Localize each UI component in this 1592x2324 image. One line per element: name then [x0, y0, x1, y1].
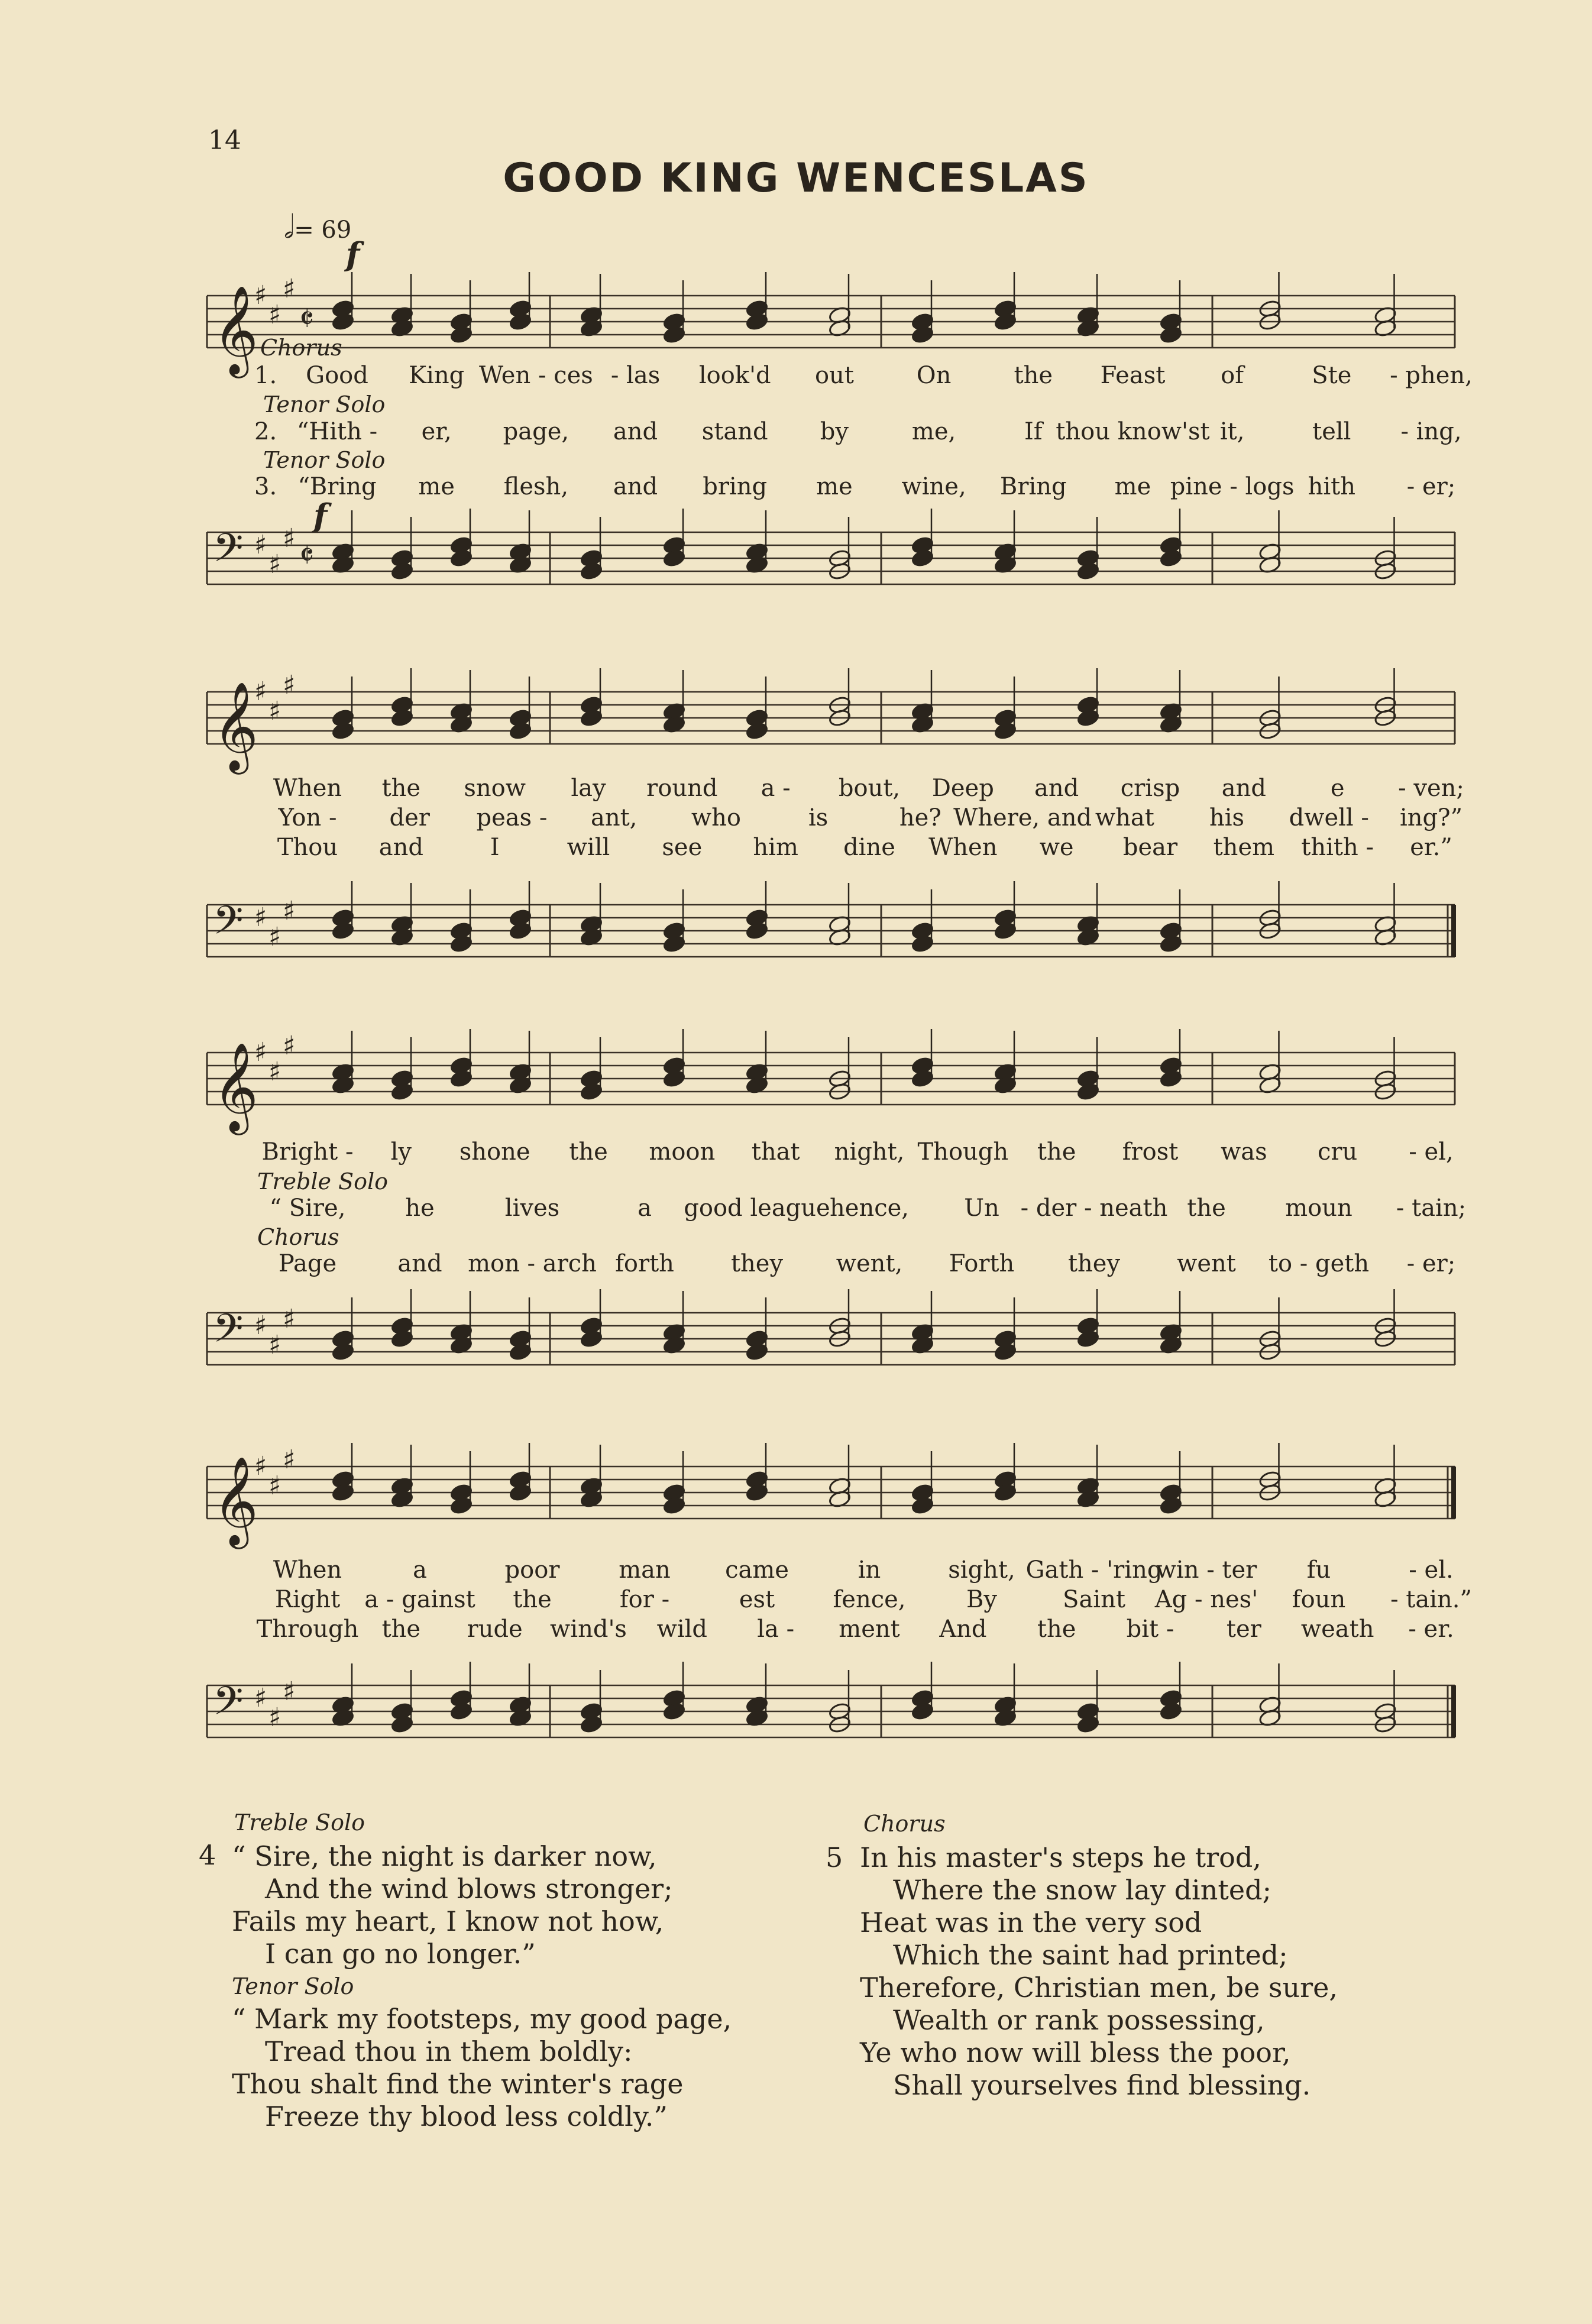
lyric-syllable: fu: [1306, 1556, 1331, 1584]
lyric-syllable: Bright -: [261, 1138, 354, 1166]
lyric-syllable: round: [646, 775, 718, 802]
lyric-syllable: peas -: [476, 804, 548, 831]
treble-staff: [195, 668, 1461, 775]
lyric-line: [195, 775, 1464, 804]
lyric-syllable: When: [273, 775, 342, 802]
lyric-syllable: good league: [684, 1195, 830, 1222]
lyric-syllable: If: [1024, 418, 1043, 445]
lyric-syllable: me: [1114, 473, 1151, 500]
lyric-syllable: they: [730, 1250, 784, 1277]
lyric-syllable: I: [490, 834, 500, 861]
verse-line: “ Mark my footsteps, my good page,: [232, 2003, 732, 2035]
verse-number: 3.: [254, 473, 277, 500]
lyric-syllable: - er.: [1408, 1616, 1454, 1643]
lyric-syllable: weath: [1300, 1616, 1374, 1643]
sharp-icon: ♯: [268, 1702, 281, 1733]
lyric-syllable: fence,: [833, 1586, 906, 1613]
verse-line: I can go no longer.”: [265, 1938, 536, 1970]
lyric-syllable: “Hith -: [296, 418, 378, 445]
sharp-icon: ♯: [254, 1451, 267, 1481]
lyric-syllable: sight,: [948, 1556, 1015, 1584]
sharp-icon: ♯: [283, 274, 296, 304]
role-label-chorus: Chorus: [257, 1224, 339, 1250]
lyric-syllable: and: [1221, 775, 1266, 802]
sharp-icon: ♯: [268, 300, 281, 330]
lyric-syllable: King: [409, 362, 465, 389]
role-label-tenor-solo: Tenor Solo: [263, 391, 386, 417]
lyric-syllable: frost: [1122, 1138, 1179, 1166]
lyric-syllable: er,: [421, 418, 452, 445]
verse-line: Heat was in the very sod: [860, 1907, 1202, 1938]
sharp-icon: ♯: [254, 280, 267, 310]
verse5-role-chorus: Chorus: [863, 1811, 946, 1837]
sharp-icon: ♯: [283, 896, 296, 926]
sharp-icon: ♯: [268, 696, 281, 726]
half-note-icon: 𝅗𝅥: [284, 208, 295, 245]
lyric-syllable: lay: [571, 775, 606, 802]
lyric-syllable: him: [753, 834, 798, 861]
lyric-syllable: Bring: [999, 473, 1067, 500]
lyric-syllable: Though: [917, 1138, 1009, 1166]
lyric-syllable: forth: [615, 1250, 674, 1277]
sharp-icon: ♯: [254, 1037, 267, 1067]
lyric-syllable: Wen - ces: [478, 362, 593, 389]
sharp-icon: ♯: [268, 1471, 281, 1501]
sharp-icon: ♯: [254, 1310, 267, 1341]
lyric-syllable: by: [820, 418, 849, 445]
role-label-treble-solo: Treble Solo: [257, 1169, 388, 1195]
lyric-syllable: win - ter: [1156, 1556, 1257, 1584]
lyric-syllable: - der - neath: [1020, 1195, 1168, 1222]
lyric-line: [195, 804, 1461, 834]
role-label-chorus: Chorus: [260, 335, 342, 361]
lyric-syllable: a -: [761, 775, 791, 802]
lyric-syllable: his: [1209, 804, 1245, 831]
lyric-syllable: ment: [839, 1616, 900, 1643]
lyric-syllable: Where, and: [953, 804, 1092, 831]
lyric-syllable: the: [381, 775, 421, 802]
lyric-syllable: mon - arch: [468, 1250, 597, 1277]
lyric-syllable: ter: [1226, 1616, 1261, 1643]
lyric-syllable: hith: [1308, 473, 1356, 500]
lyric-syllable: “ Sire,: [269, 1195, 346, 1222]
dynamic-forte-top: f: [346, 235, 360, 273]
sharp-icon: ♯: [283, 1031, 296, 1061]
lyric-syllable: night,: [834, 1138, 905, 1166]
lyric-syllable: Right: [274, 1586, 341, 1613]
lyric-syllable: - ven;: [1398, 775, 1464, 802]
bass-clef-icon: 𝄢: [213, 1306, 244, 1361]
lyric-line: [195, 834, 1461, 863]
music-system-4: [195, 1431, 1472, 1786]
lyric-syllable: was: [1221, 1138, 1267, 1166]
song-title: GOOD KING WENCESLAS: [503, 155, 1089, 202]
treble-clef-icon: 𝄞: [213, 1455, 258, 1545]
lyric-syllable: On: [916, 362, 952, 389]
barline-final: [1451, 905, 1456, 957]
treble-staff: [195, 1443, 1461, 1549]
lyric-syllable: Page: [278, 1250, 337, 1277]
bass-staff: [195, 881, 1461, 988]
lyric-syllable: dwell -: [1289, 804, 1369, 831]
sharp-icon: ♯: [283, 1304, 296, 1334]
lyric-syllable: wine,: [901, 473, 966, 500]
lyric-syllable: and: [397, 1250, 442, 1277]
lyric-syllable: of: [1221, 362, 1244, 389]
lyric-syllable: page,: [503, 418, 570, 445]
lyric-syllable: we: [1039, 834, 1074, 861]
lyric-syllable: me: [816, 473, 853, 500]
verse-line: And the wind blows stronger;: [265, 1873, 673, 1905]
lyric-syllable: and: [613, 418, 658, 445]
lyric-syllable: ing?”: [1399, 804, 1463, 831]
sharp-icon: ♯: [268, 1330, 281, 1360]
lyric-syllable: wind's: [550, 1616, 627, 1643]
lyric-syllable: a: [413, 1556, 427, 1584]
lyric-syllable: is: [808, 804, 829, 831]
role-label-tenor-solo: Tenor Solo: [263, 447, 386, 473]
lyric-syllable: Un: [964, 1195, 999, 1222]
verse-line: Thou shalt find the winter's rage: [232, 2068, 684, 2100]
lyric-syllable: And: [939, 1616, 987, 1643]
verse4-role-treble-solo: Treble Solo: [234, 1810, 365, 1836]
lyric-line: [195, 1616, 1461, 1645]
lyric-syllable: Good: [306, 362, 368, 389]
bass-clef-icon: 𝄢: [213, 898, 244, 953]
lyric-line: [195, 1250, 1461, 1280]
lyric-syllable: stand: [701, 418, 768, 445]
lyric-line: [195, 1195, 1467, 1224]
barline-final: [1451, 1685, 1456, 1737]
lyric-syllable: - tain;: [1396, 1195, 1467, 1222]
tempo-marking: [284, 208, 351, 246]
cut-time-icon: 𝄵: [299, 536, 315, 575]
lyric-syllable: them: [1213, 834, 1275, 861]
lyric-syllable: Thou: [277, 834, 338, 861]
sharp-icon: ♯: [268, 922, 281, 952]
lyric-syllable: hence,: [830, 1195, 909, 1222]
lyric-line: [195, 362, 1473, 391]
lyric-syllable: in: [858, 1556, 881, 1584]
lyric-syllable: - tain.”: [1390, 1586, 1472, 1613]
lyric-syllable: - el.: [1409, 1556, 1454, 1584]
bass-staff: [195, 509, 1461, 615]
sharp-icon: ♯: [254, 530, 267, 560]
page-number: 14: [208, 125, 241, 156]
treble-clef-icon: 𝄞: [213, 681, 258, 771]
lyric-syllable: he?: [899, 804, 941, 831]
lyric-syllable: est: [739, 1586, 775, 1613]
music-system-2: [195, 656, 1464, 999]
verse-number: 1.: [254, 362, 277, 389]
barline-final: [1451, 1467, 1456, 1519]
lyric-syllable: ly: [390, 1138, 412, 1166]
lyric-syllable: flesh,: [503, 473, 569, 500]
sharp-icon: ♯: [254, 1683, 267, 1713]
dynamic-forte-bass: f: [313, 497, 328, 535]
lyric-syllable: thith -: [1301, 834, 1374, 861]
treble-staff: [195, 1029, 1461, 1135]
verse4-text: [232, 1840, 732, 2133]
lyric-syllable: - phen,: [1390, 362, 1473, 389]
lyric-syllable: e: [1330, 775, 1345, 802]
lyric-syllable: moon: [649, 1138, 716, 1166]
lyric-line: [195, 418, 1461, 448]
lyric-syllable: crisp: [1120, 775, 1180, 802]
verse-line: Freeze thy blood less coldly.”: [265, 2100, 668, 2132]
lyric-syllable: out: [814, 362, 854, 389]
lyric-syllable: who: [691, 804, 741, 831]
lyric-syllable: Yon -: [278, 804, 337, 831]
lyric-syllable: will: [567, 834, 610, 861]
lyric-syllable: Gath - 'ring: [1025, 1556, 1163, 1584]
lyric-syllable: lives: [504, 1195, 560, 1222]
lyric-syllable: and: [1034, 775, 1079, 802]
lyric-syllable: and: [613, 473, 658, 500]
treble-clef-icon: 𝄞: [213, 1041, 258, 1131]
bass-clef-icon: 𝄢: [213, 1678, 244, 1733]
verse-line: “ Sire, the night is darker now,: [232, 1840, 657, 1872]
lyric-syllable: By: [966, 1586, 997, 1613]
lyric-syllable: “Bring: [297, 473, 377, 500]
verse4-number: 4: [199, 1839, 216, 1871]
lyric-syllable: the: [569, 1138, 608, 1166]
sharp-icon: ♯: [268, 1057, 281, 1087]
lyric-syllable: Ag - nes': [1154, 1586, 1258, 1613]
verse-line: Ye who now will bless the poor,: [860, 2037, 1291, 2069]
lyric-syllable: the: [1037, 1138, 1076, 1166]
lyric-syllable: me,: [911, 418, 956, 445]
lyric-syllable: see: [662, 834, 703, 861]
verse-line: Tread thou in them boldly:: [265, 2035, 633, 2067]
lyric-line: [195, 1556, 1461, 1586]
lyric-syllable: - el,: [1409, 1138, 1454, 1166]
lyric-syllable: er.”: [1410, 834, 1452, 861]
lyric-syllable: that: [751, 1138, 800, 1166]
lyric-syllable: look'd: [698, 362, 771, 389]
verse-line: Where the snow lay dinted;: [893, 1874, 1272, 1906]
lyric-syllable: dine: [843, 834, 895, 861]
verse-line: Therefore, Christian men, be sure,: [860, 1972, 1338, 2003]
lyric-syllable: the: [1037, 1616, 1076, 1643]
lyric-syllable: the: [513, 1586, 552, 1613]
lyric-syllable: thou know'st: [1056, 418, 1210, 445]
lyric-line: [195, 1586, 1472, 1616]
role-label-tenor-solo: Tenor Solo: [232, 1973, 354, 1999]
lyric-syllable: it,: [1219, 418, 1245, 445]
music-system-3: [195, 1017, 1467, 1396]
lyric-syllable: Forth: [949, 1250, 1015, 1277]
lyric-syllable: snow: [464, 775, 526, 802]
lyric-syllable: wild: [656, 1616, 708, 1643]
lyric-syllable: what: [1095, 804, 1154, 831]
lyric-syllable: - er;: [1406, 473, 1456, 500]
lyric-syllable: Deep: [931, 775, 994, 802]
lyric-syllable: foun: [1292, 1586, 1346, 1613]
verse-line: Shall yourselves find blessing.: [893, 2069, 1311, 2101]
lyric-syllable: poor: [504, 1556, 560, 1584]
lyric-syllable: they: [1067, 1250, 1121, 1277]
verse5-number: 5: [826, 1841, 843, 1873]
sharp-icon: ♯: [254, 902, 267, 933]
verse5-text: [860, 1841, 1338, 2102]
lyric-syllable: the: [381, 1616, 421, 1643]
lyric-syllable: Saint: [1063, 1586, 1125, 1613]
lyric-syllable: to - geth: [1268, 1250, 1370, 1277]
verse-line: Wealth or rank possessing,: [893, 2004, 1265, 2036]
lyric-syllable: went: [1177, 1250, 1236, 1277]
lyric-syllable: bit -: [1126, 1616, 1174, 1643]
lyric-syllable: the: [1187, 1195, 1226, 1222]
lyric-syllable: - ing,: [1400, 418, 1462, 445]
lyric-syllable: Through: [256, 1616, 359, 1643]
lyric-syllable: moun: [1285, 1195, 1352, 1222]
lyric-syllable: tell: [1312, 418, 1351, 445]
lyric-syllable: a: [638, 1195, 652, 1222]
lyric-syllable: bout,: [838, 775, 901, 802]
sharp-icon: ♯: [268, 549, 281, 580]
music-system-1: [195, 260, 1473, 603]
lyric-syllable: la -: [757, 1616, 795, 1643]
bass-staff: [195, 1289, 1461, 1396]
sharp-icon: ♯: [254, 677, 267, 707]
verse-number: 2.: [254, 418, 277, 445]
lyric-syllable: shone: [459, 1138, 530, 1166]
lyric-syllable: man: [619, 1556, 671, 1584]
lyric-syllable: went,: [836, 1250, 903, 1277]
lyric-syllable: a - gainst: [364, 1586, 475, 1613]
lyric-syllable: When: [928, 834, 998, 861]
lyric-syllable: - las: [610, 362, 661, 389]
lyric-syllable: rude: [467, 1616, 523, 1643]
lyric-syllable: and: [378, 834, 423, 861]
lyric-syllable: - er;: [1406, 1250, 1456, 1277]
sharp-icon: ♯: [283, 523, 296, 554]
lyric-syllable: came: [725, 1556, 789, 1584]
lyric-syllable: der: [389, 804, 430, 831]
verse-line: Fails my heart, I know not how,: [232, 1905, 664, 1937]
cut-time-icon: 𝄵: [299, 300, 315, 338]
lyric-line: [195, 473, 1461, 503]
lyric-syllable: ant,: [590, 804, 638, 831]
lyric-syllable: Ste: [1312, 362, 1352, 389]
lyric-syllable: me: [418, 473, 455, 500]
lyric-syllable: for -: [619, 1586, 670, 1613]
lyric-syllable: pine - logs: [1170, 473, 1295, 500]
lyric-syllable: Feast: [1100, 362, 1166, 389]
lyric-syllable: When: [273, 1556, 342, 1584]
verse-line: In his master's steps he trod,: [860, 1841, 1261, 1873]
lyric-syllable: bring: [703, 473, 768, 500]
sharp-icon: ♯: [283, 670, 296, 700]
bass-staff: [195, 1662, 1461, 1768]
lyric-syllable: the: [1014, 362, 1053, 389]
verse-line: Which the saint had printed;: [893, 1939, 1288, 1971]
sharp-icon: ♯: [283, 1445, 296, 1475]
lyric-syllable: he: [405, 1195, 435, 1222]
lyric-syllable: bear: [1122, 834, 1178, 861]
bass-clef-icon: 𝄢: [213, 525, 244, 580]
lyric-line: [195, 1138, 1461, 1168]
tempo-value: = 69: [294, 216, 352, 244]
treble-clef-icon: 𝄞: [213, 284, 258, 374]
sharp-icon: ♯: [283, 1676, 296, 1707]
lyric-syllable: cru: [1318, 1138, 1358, 1166]
